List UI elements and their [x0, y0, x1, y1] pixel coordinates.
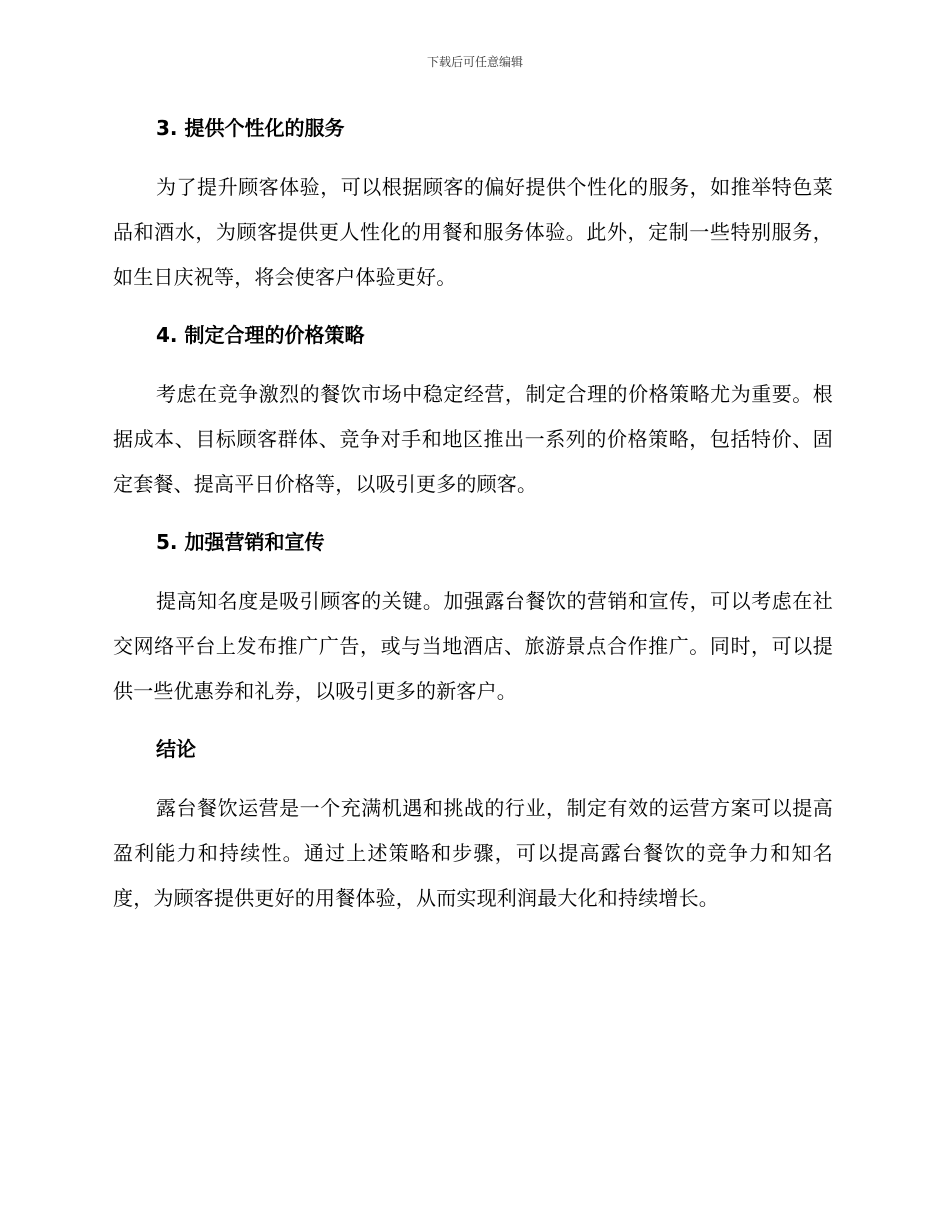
section-pricing-strategy [113, 319, 833, 507]
section-paragraph: 考虑在竞争激烈的餐饮市场中稳定经营，制定合理的价格策略尤为重要。根据成本、目标顾客群体、竞争对手和地区推出一系列的价格策略，包括特价、固定套餐、提高平日价格等，以吸引更多的顾客。 [113, 382, 833, 496]
section-paragraph: 为了提升顾客体验，可以根据顾客的偏好提供个性化的服务，如推举特色菜品和酒水，为顾客提供更人性化的用餐和服务体验。此外，定制一些特别服务，如生日庆祝等，将会使客户体验更好。 [113, 175, 833, 289]
page-header-note: 下载后可任意编辑 [426, 55, 523, 69]
section-heading: 4. 制定合理的价格策略 [156, 323, 365, 347]
section-personalized-service [113, 112, 833, 300]
section-marketing [113, 526, 833, 714]
section-heading: 结论 [156, 737, 196, 761]
section-paragraph: 露台餐饮运营是一个充满机遇和挑战的行业，制定有效的运营方案可以提高盈利能力和持续性。通过上述策略和步骤，可以提高露台餐饮的竞争力和知名度，为顾客提供更好的用餐体验，从而实现利润最大化和持续增长。 [113, 796, 833, 910]
section-conclusion [113, 733, 833, 921]
section-heading: 3. 提供个性化的服务 [156, 116, 345, 140]
section-heading: 5. 加强营销和宣传 [156, 530, 325, 554]
document-body [113, 112, 833, 940]
section-paragraph: 提高知名度是吸引顾客的关键。加强露台餐饮的营销和宣传，可以考虑在社交网络平台上发布推广广告，或与当地酒店、旅游景点合作推广。同时，可以提供一些优惠券和礼券，以吸引更多的新客户。 [113, 589, 833, 703]
